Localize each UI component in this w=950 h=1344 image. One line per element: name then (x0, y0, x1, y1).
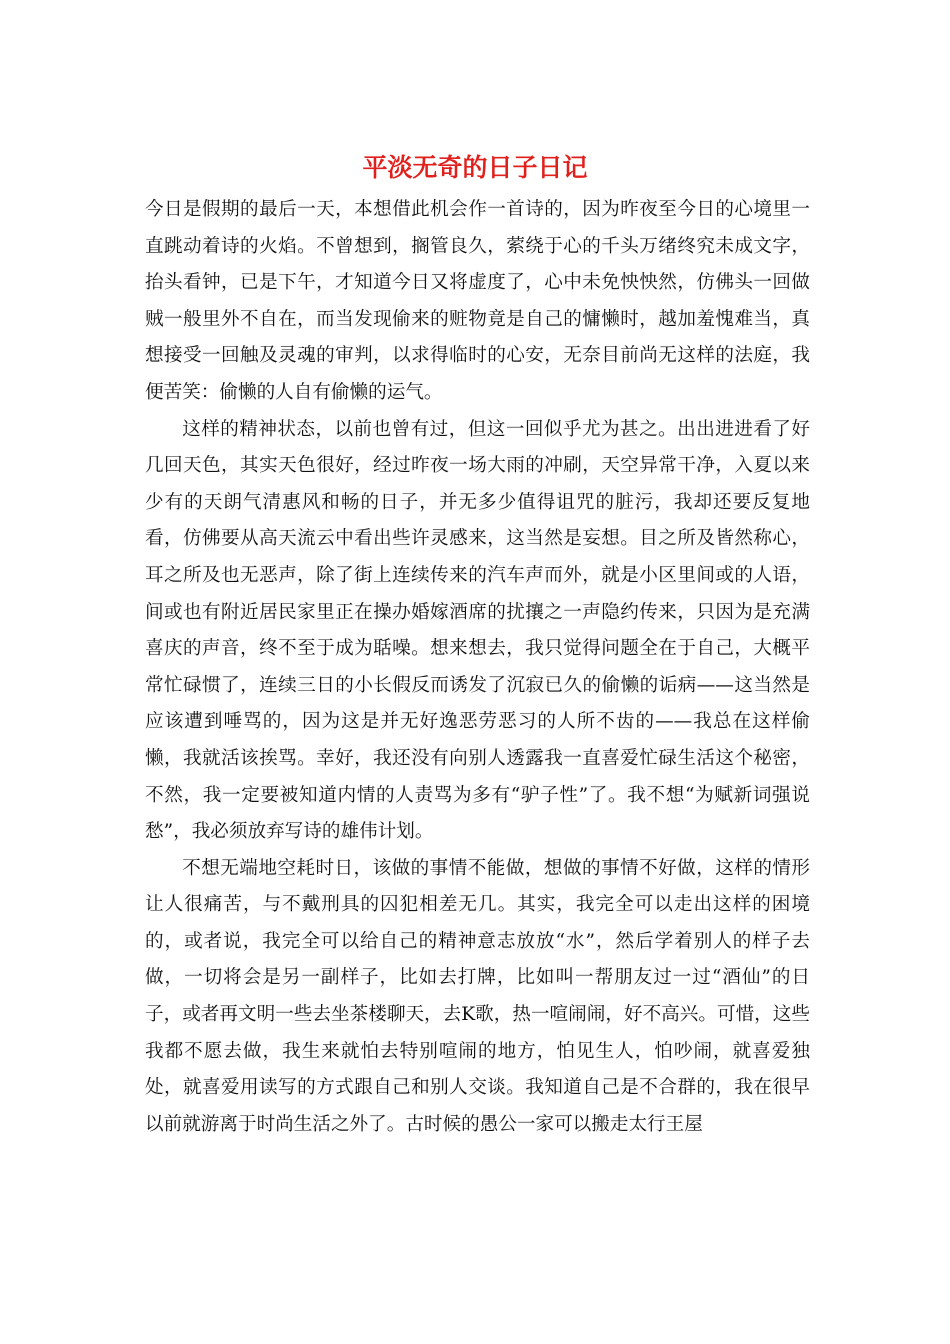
document-title: 平淡无奇的日子日记 (362, 153, 588, 182)
paragraph-1: 今日是假期的最后一天，本想借此机会作一首诗的，因为昨夜至今日的心境里一直跳动着诗的火焰。不曾想到，搁管良久，萦绕于心的千头万绪终究未成文字，抬头看钟，已是下午，才知道今日又将虚度了，心中未免怏怏然，仿佛头一回做贼一般里外不自在，而当发现偷来的赃物竟是自己的慵懒时，越加羞愧难当，真想接受一回触及灵魂的审判，以求得临时的心安，无奈目前尚无这样的法庭，我便苦笑：偷懒的人自有偷懒的运气。 (145, 199, 810, 403)
paragraph-3: 不想无端地空耗时日，该做的事情不能做，想做的事情不好做，这样的情形让人很痛苦，与不戴刑具的囚犯相差无几。其实，我完全可以走出这样的困境的，或者说，我完全可以给自己的精神意志放放“水”，然后学着别人的样子去做，一切将会是另一副样子，比如去打牌，比如叫一帮朋友过一过“酒仙”的日子，或者再文明一些去坐茶楼聊天，去K歌，热一喧闹闹，好不高兴。可惜，这些我都不愿去做，我生来就怕去特别喧闹的地方，怕见生人，怕吵闹，就喜爱独处，就喜爱用读写的方式跟自己和别人交谈。我知道自己是不合群的，我在很早以前就游离于时尚生活之外了。古时候的愚公一家可以搬走太行王屋 (145, 857, 810, 1135)
paragraph-2: 这样的精神状态，以前也曾有过，但这一回似乎尤为甚之。出出进进看了好几回天色，其实天色很好，经过昨夜一场大雨的冲刷，天空异常干净，入夏以来少有的天朗气清惠风和畅的日子，并无多少值得诅咒的脏污，我却还要反复地看，仿佛要从高天流云中看出些许灵感来，这当然是妄想。目之所及皆然称心，耳之所及也无恶声，除了街上连续传来的汽车声而外，就是小区里间或的人语，间或也有附近居民家里正在操办婚嫁酒席的扰攘之一声隐约传来，只因为是充满喜庆的声音，终不至于成为聒噪。想来想去，我只觉得问题全在于自己，大概平常忙碌惯了，连续三日的小长假反而诱发了沉寂已久的偷懒的诟病——这当然是应该遭到唾骂的，因为这是并无好逸恶劳恶习的人所不齿的——我总在这样偷懒，我就活该挨骂。幸好，我还没有向别人透露我一直喜爱忙碌生活这个秘密，不然，我一定要被知道内情的人责骂为多有“驴子性”了。我不想“为赋新词强说愁”，我必须放弃写诗的雄伟计划。 (145, 418, 810, 843)
document-body (145, 192, 810, 1143)
